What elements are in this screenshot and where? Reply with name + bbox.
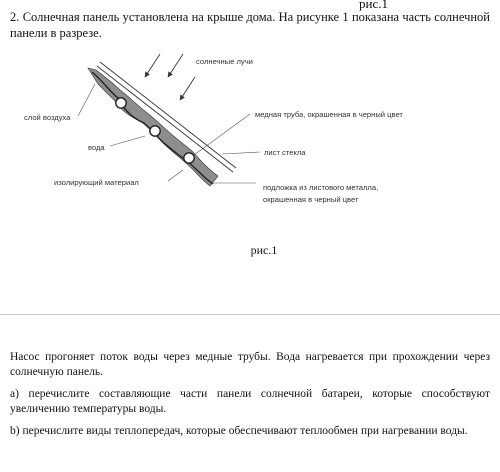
label-copper-pipe: медная труба, окрашенная в черный цвет — [255, 110, 403, 119]
label-insulation: изолирующий материал — [54, 178, 139, 187]
task-item-b: b) перечислите виды теплопередач, которые обеспечивают теплообмен при нагревании воды. — [10, 425, 468, 437]
label-sun-rays: солнечные лучи — [196, 57, 253, 66]
label-backing-line1: подложка из листового металла, — [263, 183, 379, 192]
question-text: 2. Солнечная панель установлена на крыше дома. На рисунке 1 показана часть солнечной панели в разрезе. — [10, 10, 490, 40]
glass-sheet — [97, 62, 236, 172]
task-item-a: а) перечислите составляющие части панели солнечной батареи, которые способствуют увеличению температуры воды. — [10, 388, 490, 415]
sun-ray-arrows — [145, 54, 195, 100]
label-backing-line2: окрашенная в черный цвет — [263, 195, 359, 204]
label-glass-sheet: лист стекла — [264, 148, 306, 157]
figure-caption: рис.1 — [250, 243, 278, 257]
label-air-layer: слой воздуха — [24, 113, 71, 122]
task-intro: Насос прогоняет поток воды через медные трубы. Вода нагревается при прохождении через солнечную панель. — [10, 351, 490, 378]
task-text — [10, 350, 490, 446]
page-label: рис.1 — [359, 0, 388, 11]
label-water: вода — [88, 143, 105, 152]
separator-line — [0, 314, 500, 315]
